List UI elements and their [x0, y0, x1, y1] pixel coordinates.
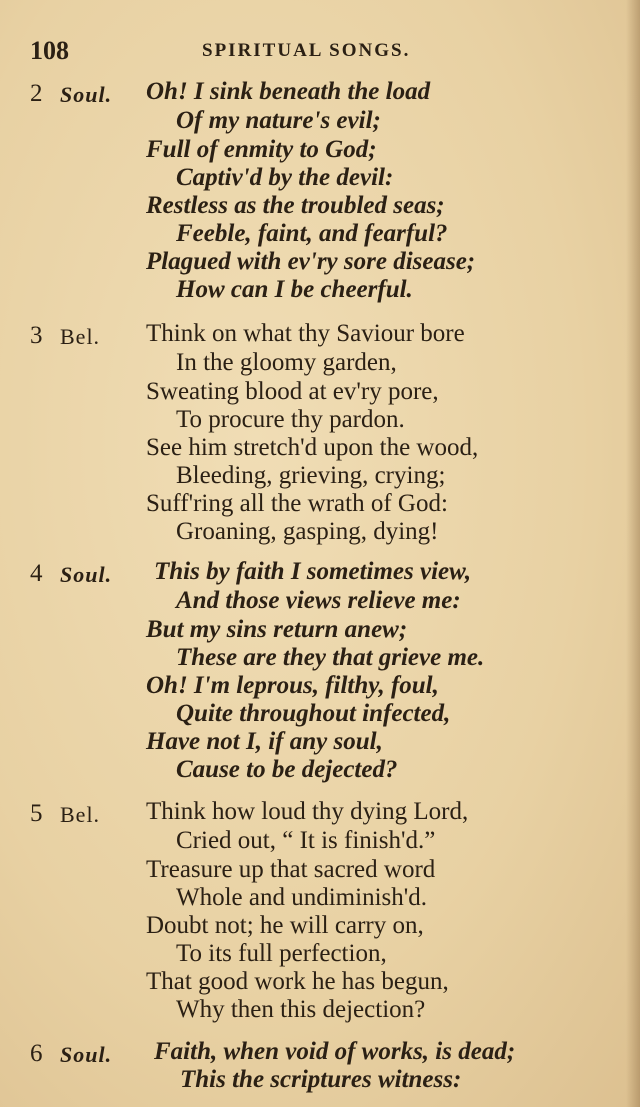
verse-line: Whole and undiminish'd. [176, 884, 428, 911]
speaker-label: Bel. [60, 802, 101, 827]
verse-line: How can I be cheerful. [176, 276, 413, 303]
verse-line: Of my nature's evil; [176, 107, 381, 134]
stanza-number: 4 [30, 560, 43, 587]
verse-line: Captiv'd by the devil: [176, 164, 394, 191]
verse-line: Cried out, “ It is finish'd.” [176, 827, 436, 854]
stanza-number: 2 [30, 80, 43, 107]
verse-line: To its full perfection, [176, 940, 387, 967]
speaker-label: Soul. [60, 562, 113, 587]
verse-line: To procure thy pardon. [176, 406, 405, 433]
verse-line: And those views relieve me: [176, 587, 461, 614]
verse-line: Doubt not; he will carry on, [146, 912, 424, 939]
stanza-number: 6 [30, 1040, 43, 1067]
verse-line: Think how loud thy dying Lord, [146, 798, 469, 825]
verse-line: Groaning, gasping, dying! [176, 518, 439, 545]
page-header [30, 36, 610, 70]
verse-line: Full of enmity to God; [146, 136, 377, 163]
verse-line: Suff'ring all the wrath of God: [146, 490, 448, 517]
verse-line: Plagued with ev'ry sore disease; [146, 248, 476, 275]
verse-line: Oh! I'm leprous, filthy, foul, [146, 672, 439, 699]
page-edge-shadow [626, 0, 640, 1107]
speaker-label: Bel. [60, 324, 101, 349]
verse-line: See him stretch'd upon the wood, [146, 434, 479, 461]
verse-line: Have not I, if any soul, [146, 728, 383, 755]
verse-line: Restless as the troubled seas; [146, 192, 445, 219]
verse-line: Bleeding, grieving, crying; [176, 462, 446, 489]
verse-line: This the scriptures witness: [180, 1066, 462, 1093]
speaker-label: Soul. [60, 1042, 113, 1067]
verse-line: Quite throughout infected, [176, 700, 451, 727]
stanza-number: 3 [30, 322, 43, 349]
verse-line: Faith, when void of works, is dead; [154, 1038, 516, 1065]
verse-line: Treasure up that sacred word [146, 856, 436, 883]
speaker-label: Soul. [60, 82, 113, 107]
running-title: SPIRITUAL SONGS. [202, 40, 411, 61]
stanza-number: 5 [30, 800, 43, 827]
verse-line: Think on what thy Saviour bore [146, 320, 465, 347]
verse-line: Why then this dejection? [176, 996, 426, 1023]
verse-line: That good work he has begun, [146, 968, 449, 995]
verse-line: In the gloomy garden, [176, 349, 397, 376]
verse-line: Feeble, faint, and fearful? [176, 220, 448, 247]
page-number: 108 [30, 36, 69, 65]
verse-line: Oh! I sink beneath the load [146, 78, 431, 105]
verse-line: Cause to be dejected? [176, 756, 398, 783]
verse-line: But my sins return anew; [146, 616, 408, 643]
verse-line: Sweating blood at ev'ry pore, [146, 378, 439, 405]
verse-line: This by faith I sometimes view, [154, 558, 472, 585]
verse-line: These are they that grieve me. [176, 644, 485, 671]
